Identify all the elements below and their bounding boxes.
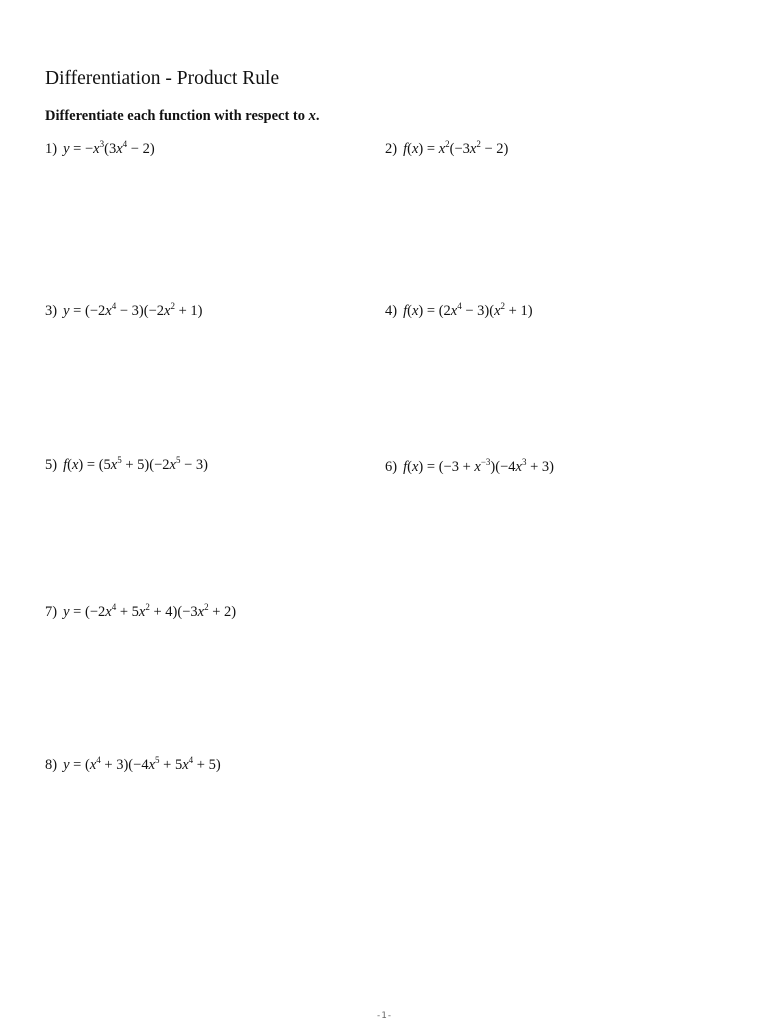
problem-number: 2)	[385, 141, 398, 157]
problem-expression: $f(x) = x^2(-3x^2 - 2)$	[403, 139, 509, 157]
problem-expression: $y = (x^4 + 3)(-4x^5 + 5x^4 + 5)$	[63, 755, 221, 773]
problem-8	[45, 756, 221, 774]
problem-number: 4)	[385, 303, 398, 319]
problem-6	[385, 458, 554, 476]
problem-3	[45, 302, 202, 320]
instructions	[45, 108, 320, 125]
problem-2	[385, 140, 508, 158]
problem-number: 6)	[385, 459, 398, 475]
page-number: -1-	[375, 1011, 393, 1021]
problem-expression: $f(x) = (2x^4 - 3)(x^2 + 1)$	[403, 301, 533, 319]
problem-expression: $y = -x^3(3x^4 - 2)$	[63, 139, 155, 157]
worksheet-title: Differentiation - Product Rule	[45, 68, 280, 89]
instructions-end: .	[315, 108, 320, 124]
problem-expression: $f(x) = (-3 + x^{-3})(-4x^3 + 3)$	[403, 457, 555, 475]
problem-number: 7)	[45, 604, 58, 620]
problem-number: 3)	[45, 303, 58, 319]
instructions-text: Differentiate each function with respect to	[45, 108, 306, 124]
instructions-variable: x	[308, 108, 316, 124]
problem-expression: $f(x) = (5x^5 + 5)(-2x^5 - 3)$	[63, 455, 208, 473]
problem-7	[45, 603, 236, 621]
problem-expression: $y = (-2x^4 - 3)(-2x^2 + 1)$	[63, 301, 203, 319]
problem-expression: $y = (-2x^4 + 5x^2 + 4)(-3x^2 + 2)$	[63, 602, 237, 620]
problem-number: 8)	[45, 757, 58, 773]
problem-5	[45, 456, 208, 474]
problem-4	[385, 302, 533, 320]
problem-number: 1)	[45, 141, 58, 157]
problem-number: 5)	[45, 457, 58, 473]
problem-1	[45, 140, 155, 158]
